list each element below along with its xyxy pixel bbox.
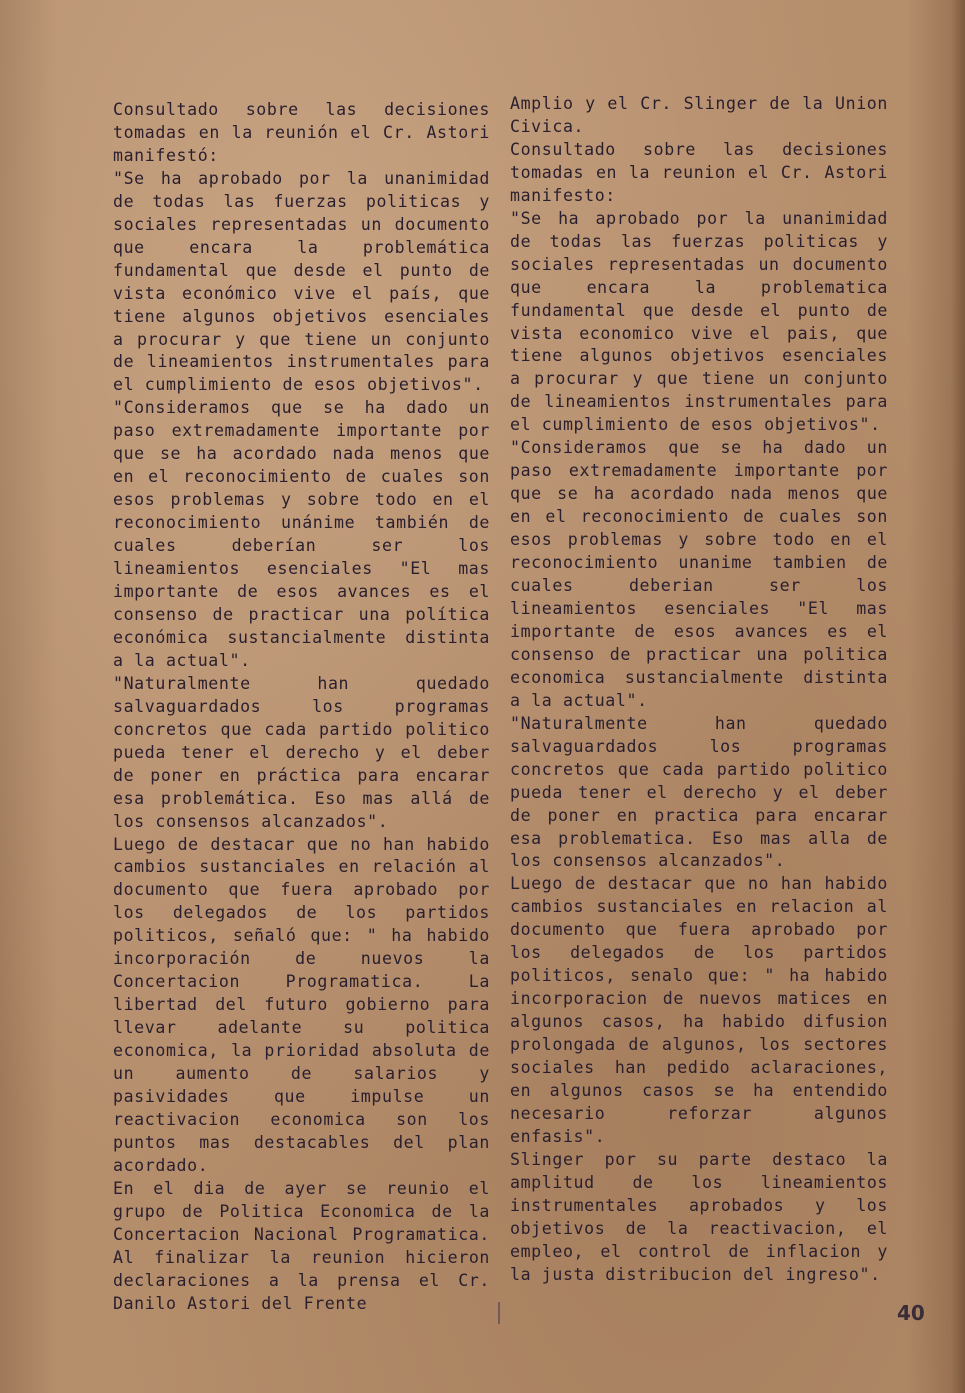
right-paragraph-5: "Naturalmente han quedado salvaguardados los programas concretos que cada partido politico pueda tener el derecho y el deber de poner en practica para encarar esa problematica. Eso mas alla de los consensos alcanzados".: [510, 713, 888, 871]
left-paragraph-3: "Consideramos que se ha dado un paso extremadamente importante por que se ha acordado nada menos que en el reconocimiento de cuales son esos problemas y sobre todo en el reconocimiento unánime también de cuales deberían ser los lineamientos esenciales "El mas importante de esos avances es el consenso de practicar una política económica sustancialmente distinta a la actual".: [113, 398, 490, 670]
right-paragraph-2: Consultado sobre las decisiones tomadas en la reunion el Cr. Astori manifesto:: [510, 139, 888, 205]
left-paragraph-1: Consultado sobre las decisiones tomadas en la reunión el Cr. Astori manifestó:: [113, 100, 490, 165]
page-number: 40: [897, 1301, 925, 1325]
right-paragraph-7: Slinger por su parte destaco la amplitud de los lineamientos instrumentales aprobados y los objetivos de la reactivacion, el empleo, el control de inflacion y la justa distribucion del ingreso".: [510, 1149, 888, 1284]
left-paragraph-6: En el dia de ayer se reunio el grupo de Politica Economica de la Concertacion Nacional Programatica. Al finalizar la reunion hicieron declaraciones a la prensa el Cr. Danilo Astori del Frente: [113, 1178, 490, 1313]
right-paragraph-4: "Consideramos que se ha dado un paso extremadamente importante por que se ha acordado nada menos que en el reconocimiento de cuales son esos problemas y sobre todo en el reconocimiento unanime tambien de cuales deberian ser los lineamientos esenciales "El mas importante de esos avances es el consenso de practicar una politica economica sustancialmente distinta a la actual".: [510, 438, 888, 710]
right-paragraph-3: "Se ha aprobado por la unanimidad de todas las fuerzas politicas y sociales representadas un documento que encara la problematica fundamental que desde el punto de vista economico vive el pais, que tiene algunos objetivos esenciales a procurar y que tiene un conjunto de lineamientos instrumentales para el cumplimiento de esos objetivos".: [510, 208, 888, 435]
left-paragraph-4: "Naturalmente han quedado salvaguardados los programas concretos que cada partido politico pueda tener el derecho y el deber de poner en práctica para encarar esa problemática. Eso mas allá de los consensos alcanzados".: [113, 673, 490, 831]
right-paragraph-6: Luego de destacar que no han habido cambios sustanciales en relacion al documento que fuera aprobado por los delegados de los partidos politicos, senalo que: " ha habido incorporacion de nuevos matices en algunos casos, ha habido difusion prolongada de algunos, los sectores sociales han pedido aclaraciones, en algunos casos se ha entendido necesario reforzar algunos enfasis".: [510, 874, 888, 1146]
column-end-mark: [498, 1302, 500, 1324]
page-edge-shadow: [951, 0, 965, 1393]
left-paragraph-5: Luego de destacar que no han habido cambios sustanciales en relación al documento que fuera aprobado por los delegados de los partidos politicos, señaló que: " ha habido incorporación de nuevos la Concertacion Programatica. La libertad del futuro gobierno para llevar adelante su politica economica, la prioridad absoluta de un aumento de salarios y pasividades que impulse un reactivacion economica son los puntos mas destacables del plan acordado.: [113, 834, 490, 1175]
right-column: [510, 93, 888, 1287]
left-column: [113, 99, 490, 1316]
left-paragraph-2: "Se ha aprobado por la unanimidad de todas las fuerzas politicas y sociales representadas un documento que encara la problemática fundamental que desde el punto de vista económico vive el país, que tiene algunos objetivos esenciales a procurar y que tiene un conjunto de lineamientos instrumentales para el cumplimiento de esos objetivos".: [113, 168, 490, 395]
right-paragraph-1: Amplio y el Cr. Slinger de la Union Civica.: [510, 94, 888, 136]
